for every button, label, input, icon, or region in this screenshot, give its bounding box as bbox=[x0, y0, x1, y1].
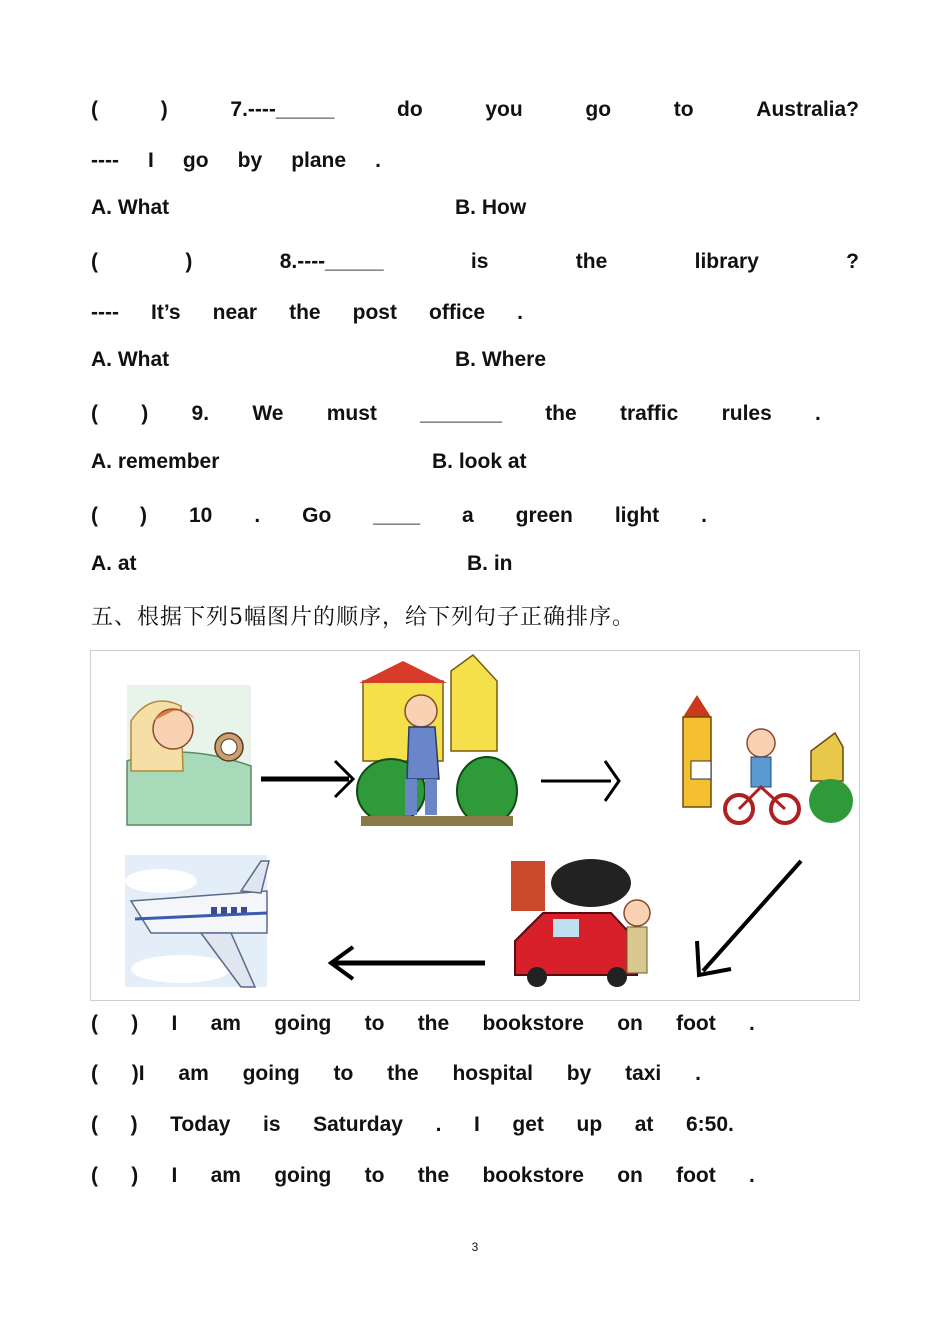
page-number: 3 bbox=[471, 1240, 479, 1254]
sentence-word: Today bbox=[170, 1113, 231, 1136]
sentence-word: Saturday bbox=[313, 1113, 403, 1136]
q9-word: rules bbox=[721, 402, 772, 425]
bike-picture bbox=[681, 695, 853, 825]
sentence-word: is bbox=[263, 1113, 281, 1136]
q7-number-blank: 7.----_____ bbox=[230, 98, 335, 121]
q10-option-b: B. in bbox=[467, 552, 513, 575]
q8-answer-word: . bbox=[517, 301, 523, 324]
answer-paren-open: ( bbox=[91, 1012, 98, 1035]
section5-heading: 五、根据下列5幅图片的顺序，给下列句子正确排序。 bbox=[91, 605, 635, 630]
answer-paren-close: ) bbox=[130, 1113, 138, 1136]
q10-number: 10 bbox=[188, 504, 213, 527]
sentence-word: by bbox=[566, 1062, 592, 1085]
sentence-word: am bbox=[178, 1062, 209, 1085]
sentence-word: foot bbox=[676, 1012, 716, 1035]
q8-option-a: A. What bbox=[91, 348, 170, 371]
sentence-4 bbox=[91, 1161, 755, 1191]
sentence-word: foot bbox=[676, 1164, 716, 1187]
q7-answer-line bbox=[91, 146, 381, 176]
airplane-picture bbox=[125, 855, 269, 987]
answer-paren-open: ( bbox=[91, 1164, 98, 1187]
sentence-word: the bbox=[417, 1012, 450, 1035]
sentence-word: I bbox=[171, 1012, 178, 1035]
q10-stem bbox=[91, 501, 707, 531]
sentence-word: up bbox=[576, 1113, 603, 1136]
sentence-word: I bbox=[474, 1113, 480, 1136]
sentence-2 bbox=[91, 1059, 701, 1089]
q8-word: ? bbox=[846, 250, 859, 273]
answer-paren-close: ) bbox=[139, 504, 147, 527]
sentence-word: to bbox=[364, 1164, 385, 1187]
picture-sequence bbox=[90, 650, 860, 1001]
q9-blank: _______ bbox=[420, 402, 502, 425]
answer-paren-open: ( bbox=[91, 504, 98, 527]
q7-word: do bbox=[397, 98, 423, 121]
q7-option-b: B. How bbox=[455, 196, 527, 219]
sentence-word: at bbox=[634, 1113, 654, 1136]
q9-option-b: B. look at bbox=[432, 450, 527, 473]
q9-word: We bbox=[252, 402, 284, 425]
answer-paren-open: ( bbox=[91, 250, 98, 273]
answer-paren-close: ) bbox=[131, 1012, 139, 1035]
q7-word: go bbox=[585, 98, 612, 121]
q10-option-a: A. at bbox=[91, 552, 137, 575]
answer-paren-close: )I bbox=[131, 1062, 145, 1085]
q7-word: you bbox=[485, 98, 523, 121]
q9-word: . bbox=[815, 402, 821, 425]
sentence-word: . bbox=[695, 1062, 701, 1085]
sentence-word: going bbox=[242, 1062, 300, 1085]
q9-word: traffic bbox=[619, 402, 679, 425]
answer-paren-open: ( bbox=[91, 98, 98, 121]
wake-up-picture bbox=[127, 685, 251, 825]
answer-paren-close: ) bbox=[141, 402, 149, 425]
answer-paren-close: ) bbox=[131, 1164, 139, 1187]
sentence-word: bookstore bbox=[482, 1012, 584, 1035]
sentence-word: bookstore bbox=[482, 1164, 584, 1187]
taxi-picture bbox=[511, 851, 673, 987]
q10-word: . bbox=[254, 504, 261, 527]
q10-word: green bbox=[515, 504, 573, 527]
q9-stem bbox=[91, 399, 821, 429]
q8-answer-word: the bbox=[289, 301, 321, 324]
sentence-word: to bbox=[364, 1012, 385, 1035]
q8-answer-word: It’s bbox=[151, 301, 181, 324]
sentence-word: the bbox=[417, 1164, 450, 1187]
q8-number-blank: 8.----_____ bbox=[279, 250, 384, 273]
answer-paren-open: ( bbox=[91, 1062, 98, 1085]
q7-stem bbox=[91, 95, 859, 125]
sentence-word: going bbox=[274, 1012, 332, 1035]
sentence-word: . bbox=[749, 1164, 755, 1187]
answer-paren-close: ) bbox=[160, 98, 168, 121]
walking-picture bbox=[357, 655, 517, 826]
q9-word: must bbox=[326, 402, 377, 425]
sentence-word: taxi bbox=[625, 1062, 662, 1085]
answer-paren-open: ( bbox=[91, 1113, 98, 1136]
q7-word: Australia? bbox=[756, 98, 859, 121]
q8-answer-word: post bbox=[352, 301, 397, 324]
sentence-word: am bbox=[210, 1164, 241, 1187]
sentence-word: hospital bbox=[452, 1062, 533, 1085]
q9-number: 9. bbox=[191, 402, 210, 425]
sentence-word: on bbox=[617, 1164, 643, 1187]
q8-word: is bbox=[470, 250, 489, 273]
sentence-word: am bbox=[210, 1012, 241, 1035]
sentence-word: going bbox=[274, 1164, 332, 1187]
q7-answer-word: I bbox=[148, 149, 154, 172]
q8-word: library bbox=[694, 250, 759, 273]
answer-paren-open: ( bbox=[91, 402, 98, 425]
q7-word: to bbox=[673, 98, 694, 121]
sentence-word: I bbox=[171, 1164, 178, 1187]
sentence-1 bbox=[91, 1009, 755, 1039]
sentence-word: . bbox=[435, 1113, 442, 1136]
q8-answer-word: office bbox=[429, 301, 486, 324]
q9-option-a: A. remember bbox=[91, 450, 220, 473]
q10-word: Go bbox=[302, 504, 332, 527]
q8-answer-word: near bbox=[212, 301, 258, 324]
q7-option-a: A. What bbox=[91, 196, 170, 219]
dash: ---- bbox=[91, 301, 119, 324]
q8-answer-line bbox=[91, 298, 523, 328]
answer-paren-close: ) bbox=[185, 250, 193, 273]
q10-word: light bbox=[614, 504, 660, 527]
q7-answer-word: by bbox=[237, 149, 263, 172]
sentence-word: on bbox=[617, 1012, 643, 1035]
q7-answer-word: go bbox=[182, 149, 209, 172]
q9-word: the bbox=[545, 402, 577, 425]
q8-stem bbox=[91, 247, 859, 277]
sentence-word: to bbox=[333, 1062, 354, 1085]
sentence-3 bbox=[91, 1110, 734, 1140]
q7-answer-word: plane bbox=[291, 149, 347, 172]
q8-word: the bbox=[575, 250, 608, 273]
q10-blank: ____ bbox=[373, 504, 421, 527]
sentence-word: . bbox=[749, 1012, 755, 1035]
sentence-word: 6:50. bbox=[686, 1113, 734, 1136]
sentence-word: get bbox=[512, 1113, 544, 1136]
q10-word: a bbox=[462, 504, 474, 527]
sentence-word: the bbox=[387, 1062, 419, 1085]
picture-sequence-drawing bbox=[91, 651, 861, 1002]
q7-answer-word: . bbox=[375, 149, 381, 172]
q10-word: . bbox=[701, 504, 707, 527]
q8-option-b: B. Where bbox=[455, 348, 547, 371]
dash: ---- bbox=[91, 149, 119, 172]
